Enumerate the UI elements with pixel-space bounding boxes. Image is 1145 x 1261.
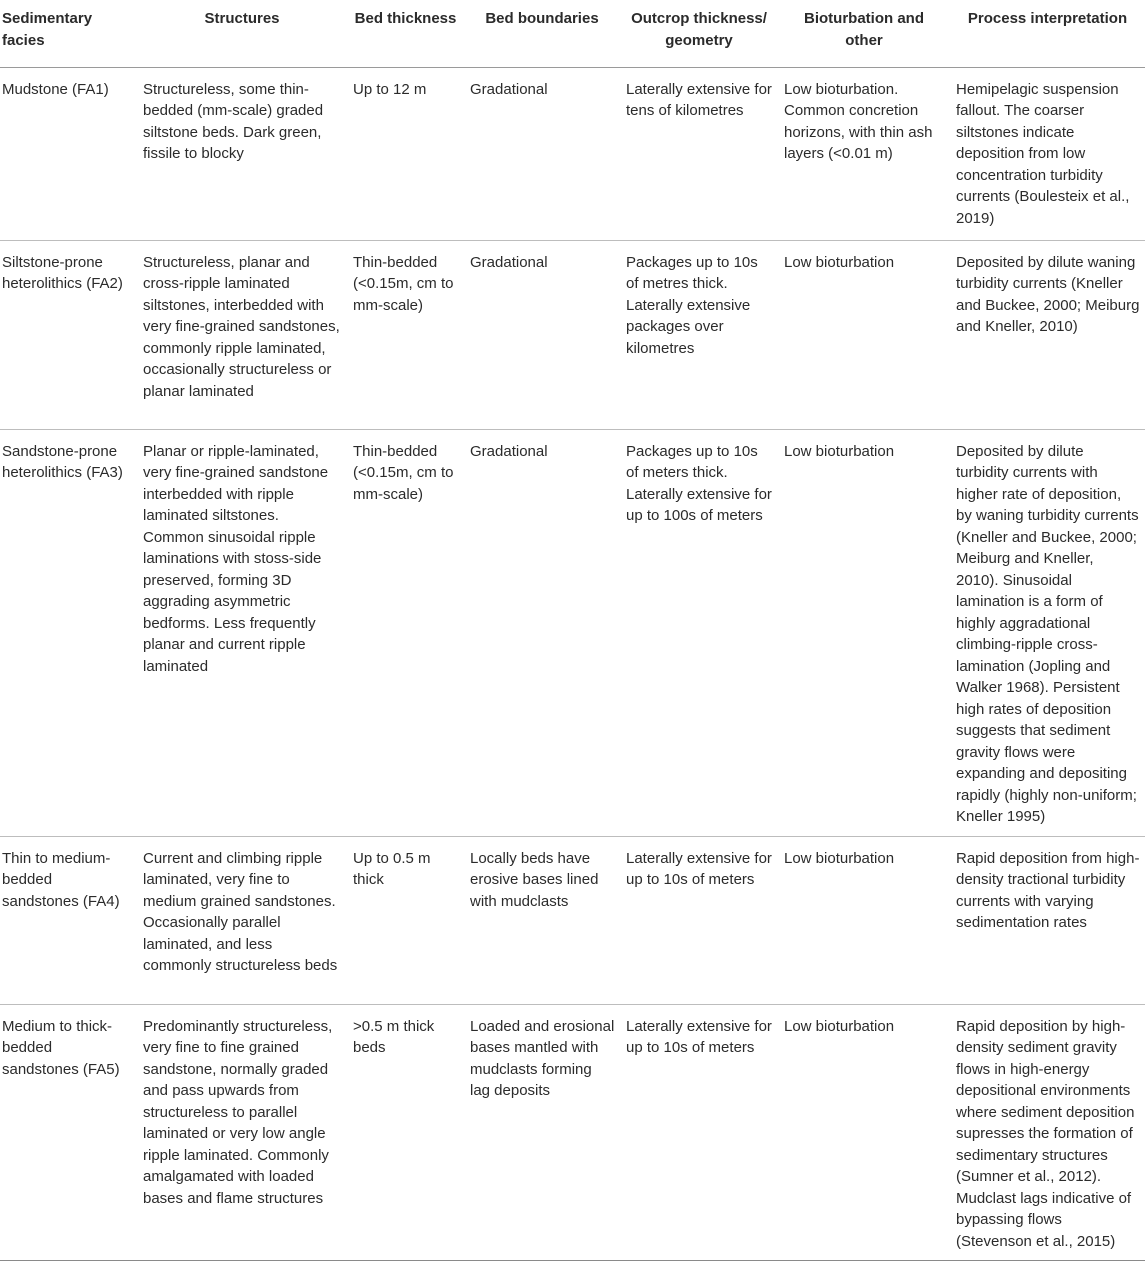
table-row	[0, 240, 1145, 429]
cell-bioturbation: Low bioturbation	[778, 1004, 950, 1261]
header-row	[0, 0, 1145, 67]
table-row	[0, 67, 1145, 240]
cell-bed-thickness: Thin-bedded (<0.15m, cm to mm-scale)	[347, 240, 464, 429]
cell-outcrop-geometry: Packages up to 10s of meters thick. Laterally extensive for up to 100s of meters	[620, 429, 778, 836]
cell-bed-boundaries: Gradational	[464, 240, 620, 429]
cell-process-interpretation: Rapid deposition from high-density tractional turbidity currents with varying sedimentation rates	[950, 836, 1145, 1004]
cell-structures: Structureless, planar and cross-ripple laminated siltstones, interbedded with very fine-grained sandstones, commonly ripple laminated, occasionally structureless or planar laminated	[137, 240, 347, 429]
cell-bed-thickness: Thin-bedded (<0.15m, cm to mm-scale)	[347, 429, 464, 836]
cell-bed-thickness: Up to 0.5 m thick	[347, 836, 464, 1004]
header-sedimentary-facies: Sedimentary facies	[0, 0, 137, 67]
header-bioturbation-and-other: Bioturbation and other	[778, 0, 950, 67]
cell-structures: Predominantly structureless, very fine to fine grained sandstone, normally graded and pass upwards from structureless to parallel laminated or very low angle ripple laminated. Commonly amalgamated with loaded bases and flame structures	[137, 1004, 347, 1261]
cell-facies: Medium to thick-bedded sandstones (FA5)	[0, 1004, 137, 1261]
cell-bed-thickness: Up to 12 m	[347, 67, 464, 240]
cell-bed-boundaries: Locally beds have erosive bases lined with mudclasts	[464, 836, 620, 1004]
cell-outcrop-geometry: Laterally extensive for tens of kilometres	[620, 67, 778, 240]
cell-facies: Sandstone-prone heterolithics (FA3)	[0, 429, 137, 836]
cell-bioturbation: Low bioturbation	[778, 429, 950, 836]
cell-outcrop-geometry: Laterally extensive for up to 10s of meters	[620, 1004, 778, 1261]
table-row	[0, 429, 1145, 836]
cell-structures: Structureless, some thin-bedded (mm-scale) graded siltstone beds. Dark green, fissile to blocky	[137, 67, 347, 240]
cell-outcrop-geometry: Laterally extensive for up to 10s of meters	[620, 836, 778, 1004]
cell-structures: Planar or ripple-laminated, very fine-grained sandstone interbedded with ripple laminated siltstones. Common sinusoidal ripple laminations with stoss-side preserved, forming 3D aggrading asymmetric bedforms. Less frequently planar and current ripple laminated	[137, 429, 347, 836]
cell-process-interpretation: Deposited by dilute turbidity currents with higher rate of deposition, by waning turbidity currents (Kneller and Buckee, 2000; Meiburg and Kneller, 2010). Sinusoidal lamination is a form of highly aggradational climbing-ripple cross-lamination (Jopling and Walker 1968). Persistent high rates of deposition suggests that sediment gravity flows were expanding and depositing rapidly (highly non-uniform; Kneller 1995)	[950, 429, 1145, 836]
cell-bed-boundaries: Loaded and erosional bases mantled with mudclasts forming lag deposits	[464, 1004, 620, 1261]
cell-process-interpretation: Rapid deposition by high-density sediment gravity flows in high-energy depositional environments where sediment deposition supresses the formation of sedimentary structures (Sumner et al., 2012). Mudclast lags indicative of bypassing flows (Stevenson et al., 2015)	[950, 1004, 1145, 1261]
header-bed-thickness: Bed thickness	[347, 0, 464, 67]
header-process-interpretation: Process interpretation	[950, 0, 1145, 67]
cell-bed-boundaries: Gradational	[464, 67, 620, 240]
cell-outcrop-geometry: Packages up to 10s of metres thick. Laterally extensive packages over kilometres	[620, 240, 778, 429]
cell-facies: Mudstone (FA1)	[0, 67, 137, 240]
table-row	[0, 1004, 1145, 1261]
cell-structures: Current and climbing ripple laminated, very fine to medium grained sandstones. Occasionally parallel laminated, and less commonly structureless beds	[137, 836, 347, 1004]
header-outcrop-thickness-geometry: Outcrop thickness/ geometry	[620, 0, 778, 67]
cell-facies: Siltstone-prone heterolithics (FA2)	[0, 240, 137, 429]
cell-process-interpretation: Deposited by dilute waning turbidity currents (Kneller and Buckee, 2000; Meiburg and Kneller, 2010)	[950, 240, 1145, 429]
cell-bioturbation: Low bioturbation. Common concretion horizons, with thin ash layers (<0.01 m)	[778, 67, 950, 240]
table-row	[0, 836, 1145, 1004]
header-bed-boundaries: Bed boundaries	[464, 0, 620, 67]
cell-process-interpretation: Hemipelagic suspension fallout. The coarser siltstones indicate deposition from low concentration turbidity currents (Boulesteix et al., 2019)	[950, 67, 1145, 240]
cell-bed-boundaries: Gradational	[464, 429, 620, 836]
header-structures: Structures	[137, 0, 347, 67]
cell-bed-thickness: >0.5 m thick beds	[347, 1004, 464, 1261]
cell-facies: Thin to medium-bedded sandstones (FA4)	[0, 836, 137, 1004]
cell-bioturbation: Low bioturbation	[778, 240, 950, 429]
cell-bioturbation: Low bioturbation	[778, 836, 950, 1004]
